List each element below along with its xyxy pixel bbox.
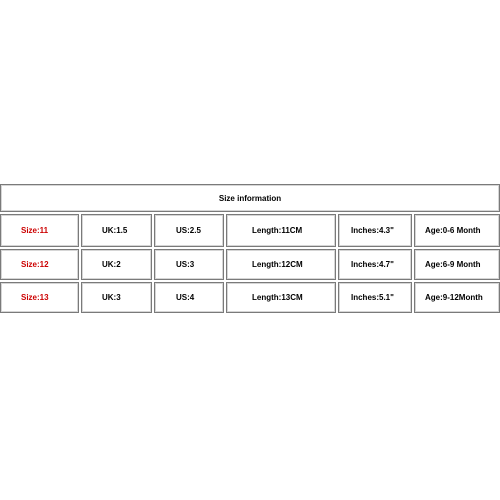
age-cell: Age:9-12Month (414, 282, 500, 313)
us-size-cell: US:4 (154, 282, 224, 313)
uk-size-cell: UK:1.5 (81, 214, 152, 247)
length-cell: Length:11CM (226, 214, 336, 247)
size-cell: Size:11 (0, 214, 79, 247)
inches-cell: Inches:4.7" (338, 249, 412, 280)
us-size-cell: US:3 (154, 249, 224, 280)
uk-size-cell: UK:3 (81, 282, 152, 313)
size-cell: Size:13 (0, 282, 79, 313)
size-cell: Size:12 (0, 249, 79, 280)
inches-cell: Inches:4.3" (338, 214, 412, 247)
age-cell: Age:0-6 Month (414, 214, 500, 247)
length-cell: Length:12CM (226, 249, 336, 280)
size-information-table (0, 184, 500, 314)
age-cell: Age:6-9 Month (414, 249, 500, 280)
length-cell: Length:13CM (226, 282, 336, 313)
uk-size-cell: UK:2 (81, 249, 152, 280)
us-size-cell: US:2.5 (154, 214, 224, 247)
table-header: Size information (0, 184, 500, 212)
inches-cell: Inches:5.1" (338, 282, 412, 313)
